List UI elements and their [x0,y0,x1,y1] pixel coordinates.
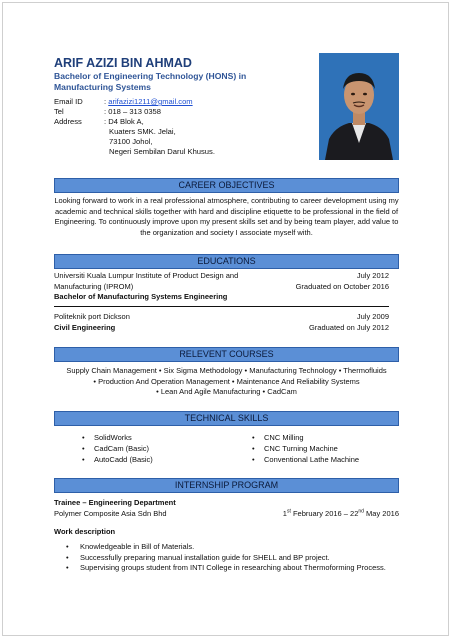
internship-details [54,498,399,519]
contact-row [54,147,269,157]
skill-item: • Conventional Lathe Machine [250,454,359,465]
date-suffix: nd [358,508,364,514]
courses-list [54,366,399,398]
contact-value: Kuaters SMK. Jelai, [109,127,176,136]
contact-row [54,97,269,107]
contact-value: : 018 – 313 0358 [104,107,162,116]
contact-label: Address [54,117,82,126]
courses-line: Supply Chain Management • Six Sigma Methodology • Manufacturing Technology • Thermofluids [66,366,387,375]
education-row [54,323,389,334]
portrait-illustration [319,53,399,160]
work-item: • Successfully preparing manual installation guide for SHELL and BP project. [66,553,396,564]
contact-row [54,127,269,137]
work-item: • Supervising groups student from INTI College in researching about Thermoforming Process. [66,563,396,574]
internship-dates [283,509,399,520]
education-row [54,282,389,293]
divider [54,306,389,307]
date-part: 1 [282,508,287,518]
graduation-date: Graduated on October 2016 [295,281,389,291]
contact-label [54,137,104,147]
contact-row [54,117,269,127]
institution: Politeknik port Dickson [54,312,130,321]
skill-item: • CNC Milling [250,432,359,443]
skill-item: • CadCam (Basic) [80,443,153,454]
internship-role: Trainee – Engineering Department [54,498,176,507]
courses-header: RELEVENT COURSES [54,347,399,362]
career-objectives-text: Looking forward to work in a real professional atmosphere, contributing to career development using my academic and technical skills together with hard and discipline etiquette to be professional in the field of Engineering. To continuously improve upon my present skills set and by being team player, add value to the organization and society I associate myself with. [54,196,399,237]
program: Civil Engineering [54,322,116,332]
education-entry [54,312,389,333]
courses-line: • Lean And Agile Manufacturing • CadCam [156,387,297,396]
education-row [54,312,389,323]
education-entry [54,271,389,303]
contact-label [54,147,104,157]
start-date: July 2009 [356,312,389,321]
internship-header: INTERNSHIP PROGRAM [54,478,399,493]
candidate-name: ARIF AZIZI BIN AHMAD [54,56,192,70]
skills-list-left [80,432,153,465]
internship-company: Polymer Composite Asia Sdn Bhd [54,508,167,518]
email-link[interactable]: : arifazizi1211@gmail.com [104,97,193,106]
internship-row [54,509,399,520]
degree-title: Bachelor of Engineering Technology (HONS) in Manufacturing Systems [54,71,247,92]
email-address[interactable]: arifazizi1211@gmail.com [108,97,193,106]
work-item: • Knowledgeable in Bill of Materials. [66,542,396,553]
work-description-title: Work description [54,527,116,536]
education-header: EDUCATIONS [54,254,399,269]
start-date: July 2012 [356,271,389,280]
institution-cont: Manufacturing (IPROM) [54,281,134,291]
skill-item: • SolidWorks [80,432,153,443]
contact-value: 73100 Johol, [109,137,153,146]
institution: Universiti Kuala Lumpur Institute of Product Design and [54,271,239,280]
education-row [54,271,389,282]
skills-list-right [250,432,359,465]
contact-row [54,107,269,117]
date-suffix: st [286,508,291,514]
contact-block [54,97,269,157]
skill-item: • AutoCadd (Basic) [80,454,153,465]
courses-line: • Production And Operation Management • Maintenance And Reliability Systems [93,376,360,386]
work-description-list [66,542,396,574]
date-part: May 2016 [363,508,399,518]
date-part: February 2016 – 22 [290,508,359,518]
profile-photo [319,53,399,160]
skill-item: • CNC Turning Machine [250,443,359,454]
program: Bachelor of Manufacturing Systems Engineering [54,292,228,301]
contact-label [54,127,104,137]
graduation-date: Graduated on July 2012 [308,322,389,332]
contact-value: Negeri Sembilan Darul Khusus. [109,147,215,156]
contact-label: Tel [54,107,64,116]
technical-skills-header: TECHNICAL SKILLS [54,411,399,426]
career-objectives-header: CAREER OBJECTIVES [54,178,399,193]
contact-row [54,137,269,147]
contact-value: : D4 Blok A, [104,117,144,126]
contact-label: Email ID [54,97,83,106]
